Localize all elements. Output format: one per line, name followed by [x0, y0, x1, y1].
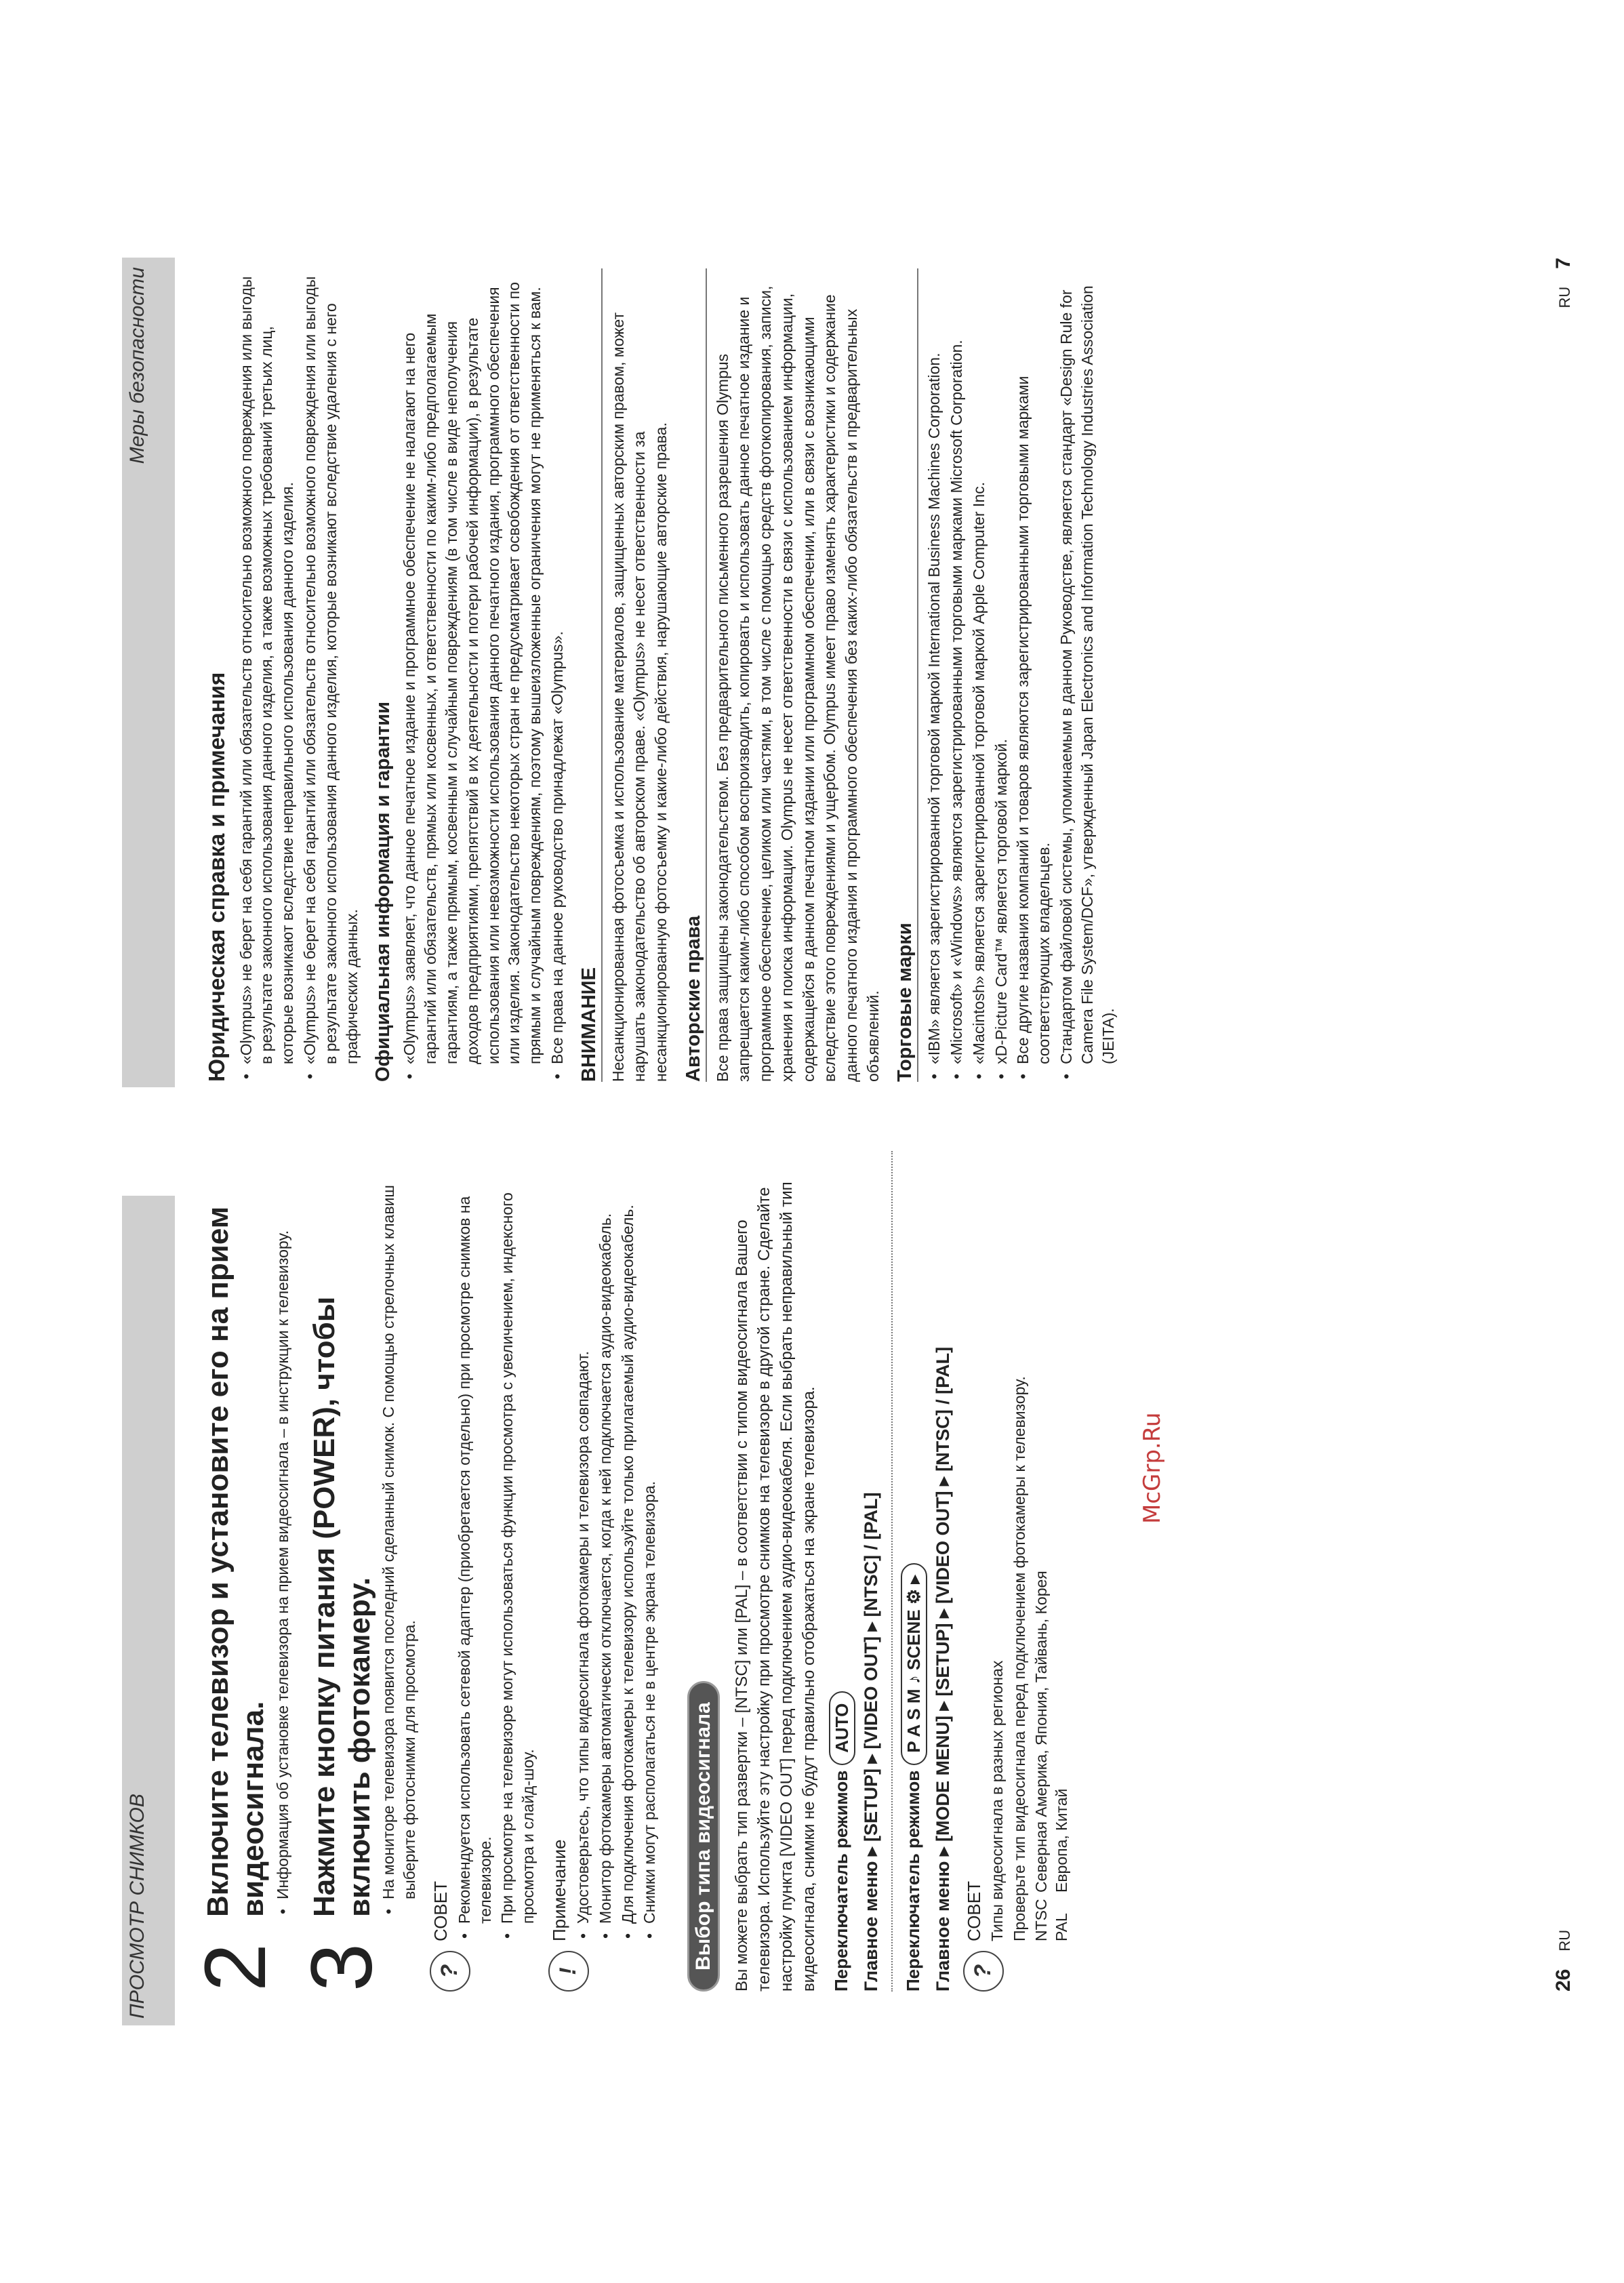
step-title: Включите телевизор и установите его на прием видеосигнала. [201, 1206, 270, 1917]
note-box [548, 1151, 662, 1992]
mode-switch-label: Переключатель режимов [831, 1770, 852, 1992]
official-heading: Официальная информация и гарантии [372, 702, 394, 1082]
legal-item: • «Olympus» не берет на себя гарантий или обязательств относительно возможного повреждения или выгоды в результате законного использования данного изделия, а также возможных требований третьих лиц, которые возникают вследствие неправильного использования данного изделия. [236, 268, 298, 1082]
page-header: ПРОСМОТР СНИМКОВ [126, 1794, 148, 2019]
right-column [197, 268, 1120, 1082]
legal-item: • «Olympus» не берет на себя гарантий или обязательств относительно возможного повреждения или выгоды в результате законного использования данного изделия, которые возникают вследствие удаления с него графических данных. [300, 268, 362, 1082]
question-icon: ? [430, 1951, 470, 1992]
mode-switch-row-2 [901, 1151, 927, 1992]
trademark-item: • «Microsoft» и «Windows» являются зарегистрированными торговыми марками Microsoft Corporation. [946, 268, 967, 1082]
note-item: • Удостоверьтесь, что типы видеосигнала фотокамеры и телевизора совпадают. [573, 1151, 594, 1941]
mode-dial-auto: AUTO [829, 1691, 855, 1765]
mode-switch-label: Переключатель режимов [903, 1770, 924, 1992]
trademark-item: • «Macintosh» является зарегистрированной торговой маркой Apple Computer Inc. [969, 268, 990, 1082]
page-number: 26RU [1552, 1929, 1575, 1992]
page-number: RU7 [1552, 258, 1575, 308]
tip-item: • Рекомендуется использовать сетевой адаптер (приобретается отдельно) при просмотре снимков на телевизоре. [454, 1151, 496, 1941]
copyright-heading: Авторские права [682, 268, 707, 1082]
attention-heading: ВНИМАНИЕ [577, 268, 603, 1082]
step-number: 3 [293, 1943, 390, 1992]
note-item: • Для подключения фотокамеры к телевизору используйте только прилагаемый аудио-видеокабель. [617, 1151, 638, 1941]
question-icon: ? [963, 1951, 1004, 1992]
note-item: • Снимки могут располагаться не в центре экрана телевизора. [639, 1151, 660, 1941]
mode-dial-pasm: P A S M ♪ SCENE ⚙ ▸ [901, 1563, 927, 1765]
left-column [187, 1151, 1080, 1992]
step-3 [293, 1151, 422, 1992]
tip-item: • При просмотре на телевизоре могут использоваться функции просмотра с увеличением, индексного просмотра и слайд-шоу. [497, 1151, 539, 1941]
page-header: Меры безопасности [126, 267, 148, 464]
note-item: • Монитор фотокамеры автоматически отключается, когда к ней подключается аудио-видеокабель. [595, 1151, 616, 1941]
tip-title: СОВЕТ [430, 1881, 451, 1941]
copyright-text: Все права защищены законодательством. Без предварительного письменного разрешения Olympus запрещается каким-либо способом воспроизводить, копировать и использовать данное печатное издание и программное обеспечение, целиком или частями, в том числе с помощью средств фотокопирования, записи, хранения и поиска информации. Olympus не несет ответственности в связи с использованием информации, содержащейся в данном печатном издании или программном обеспечении, или в связи с возникающими вследствие этого повреждениями и ущербом. Olympus имеет право изменять характеристики и содержание данного печатного издания и программного обеспечения без каких-либо обязательств и предварительных объявлений. [713, 285, 882, 1082]
tv-system-row: PAL Европа, Китай [1052, 1788, 1070, 1941]
step-2 [187, 1151, 295, 1992]
mode-switch-row-1 [829, 1151, 855, 1992]
official-item: • «Olympus» заявляет, что данное печатное издание и программное обеспечение не налагают на него гарантий или обязательств, прямых или косвенных, и ответственности по каким-либо предполагаемым гарантиям, а также прямым, косвенным и случайным повреждениям (в том числе в виде неполучения доходов предприятиями, препятствий в их деятельности и потери рабочей информации), в результате использования или невозможности использования данного печатного издания, программного обеспечения или изделия. Законодательство некоторых стран не предусматривает освобождения от ответственности по прямым и случайным повреждениям, поэтому вышеизложенные ограничения могут не применяться к вам. [399, 268, 546, 1082]
watermark: McGrp.Ru [1139, 1412, 1166, 1524]
trademark-item: • Все другие названия компаний и товаров являются зарегистрированными торговыми марками соответствующих владельцев. [1013, 268, 1055, 1082]
tip-box [430, 1151, 540, 1992]
lang-code: RU [1556, 286, 1573, 308]
step-number: 2 [187, 1943, 284, 1992]
menu-path-1: Главное меню ▸ [SETUP] ▸ [VIDEO OUT] ▸ [NTSC] / [PAL] [860, 1492, 881, 1992]
tv-system-row: NTSC Северная Америка, Япония, Тайвань, Корея [1032, 1571, 1051, 1941]
trademark-item: • xD-Picture Card™ является торговой маркой. [991, 268, 1012, 1082]
tip-subtitle: Типы видеосигнала в разных регионах [988, 1660, 1007, 1941]
legal-heading: Юридическая справка и примечания [204, 672, 229, 1082]
step-item: • На мониторе телевизора появится последний сделанный снимок. С помощью стрелочных клавиш выберите фотоснимки для просмотра. [378, 1151, 420, 1917]
step-item: • Информация об установке телевизора на прием видеосигнала – в инструкции к телевизору. [272, 1151, 293, 1917]
trademark-item: • Стандартом файловой системы, упоминаемым в данном Руководстве, является стандарт «Design Rule for Camera File System/DCF», утвержденный Japan Electronics and Information Technology Industries Association (JEITA). [1056, 268, 1118, 1082]
trademark-item: • «IBM» является зарегистрированной торговой маркой International Business Machines Corporation. [924, 268, 945, 1082]
exclamation-icon: ! [548, 1951, 589, 1992]
official-item: • Все права на данное руководство принадлежат «Olympus». [547, 268, 568, 1082]
trademarks-heading: Торговые марки [893, 268, 918, 1082]
page-26 [0, 1142, 1624, 2283]
attention-text: Несанкционированная фотосъемка и использование материалов, защищенных авторским правом, может нарушать законодательство об авторском праве. «Olympus» не несет ответственности за несанкционированную фотосъемку и какие-либо действия, нарушающие авторские права. [609, 312, 670, 1082]
menu-path-2: Главное меню ▸ [MODE MENU] ▸ [SETUP] ▸ [VIDEO OUT] ▸ [NTSC] / [PAL] [932, 1346, 953, 1992]
section-title-pill: Выбор типа видеосигнала [687, 1681, 720, 1992]
lang-code: RU [1556, 1929, 1573, 1952]
section-paragraph: Вы можете выбрать тип развертки – [NTSC] или [PAL] – в соответствии с типом видеосигнала Вашего телевизора. Используйте эту настройку при просмотре снимков на телевизоре в другой стране. Сделайте настройку пункта [VIDEO OUT] перед подключением аудио-видеокабеля. Если выбрать неправильный тип видеосигнала, снимки не будут правильно отображаться на экране телевизора. [733, 1181, 819, 1992]
step-title: Нажмите кнопку питания (POWER), чтобы включить фотокамеру. [307, 1296, 376, 1917]
page-header-bar [122, 1196, 175, 2025]
tip-box-2 [963, 1151, 1072, 1992]
note-title: Примечание [549, 1839, 570, 1941]
tip-title: СОВЕТ [963, 1881, 984, 1941]
tip-text: Проверьте тип видеосигнала перед подключением фотокамеры к телевизору. [1011, 1376, 1029, 1941]
divider [891, 1151, 893, 1992]
page-header-bar [122, 258, 175, 1087]
